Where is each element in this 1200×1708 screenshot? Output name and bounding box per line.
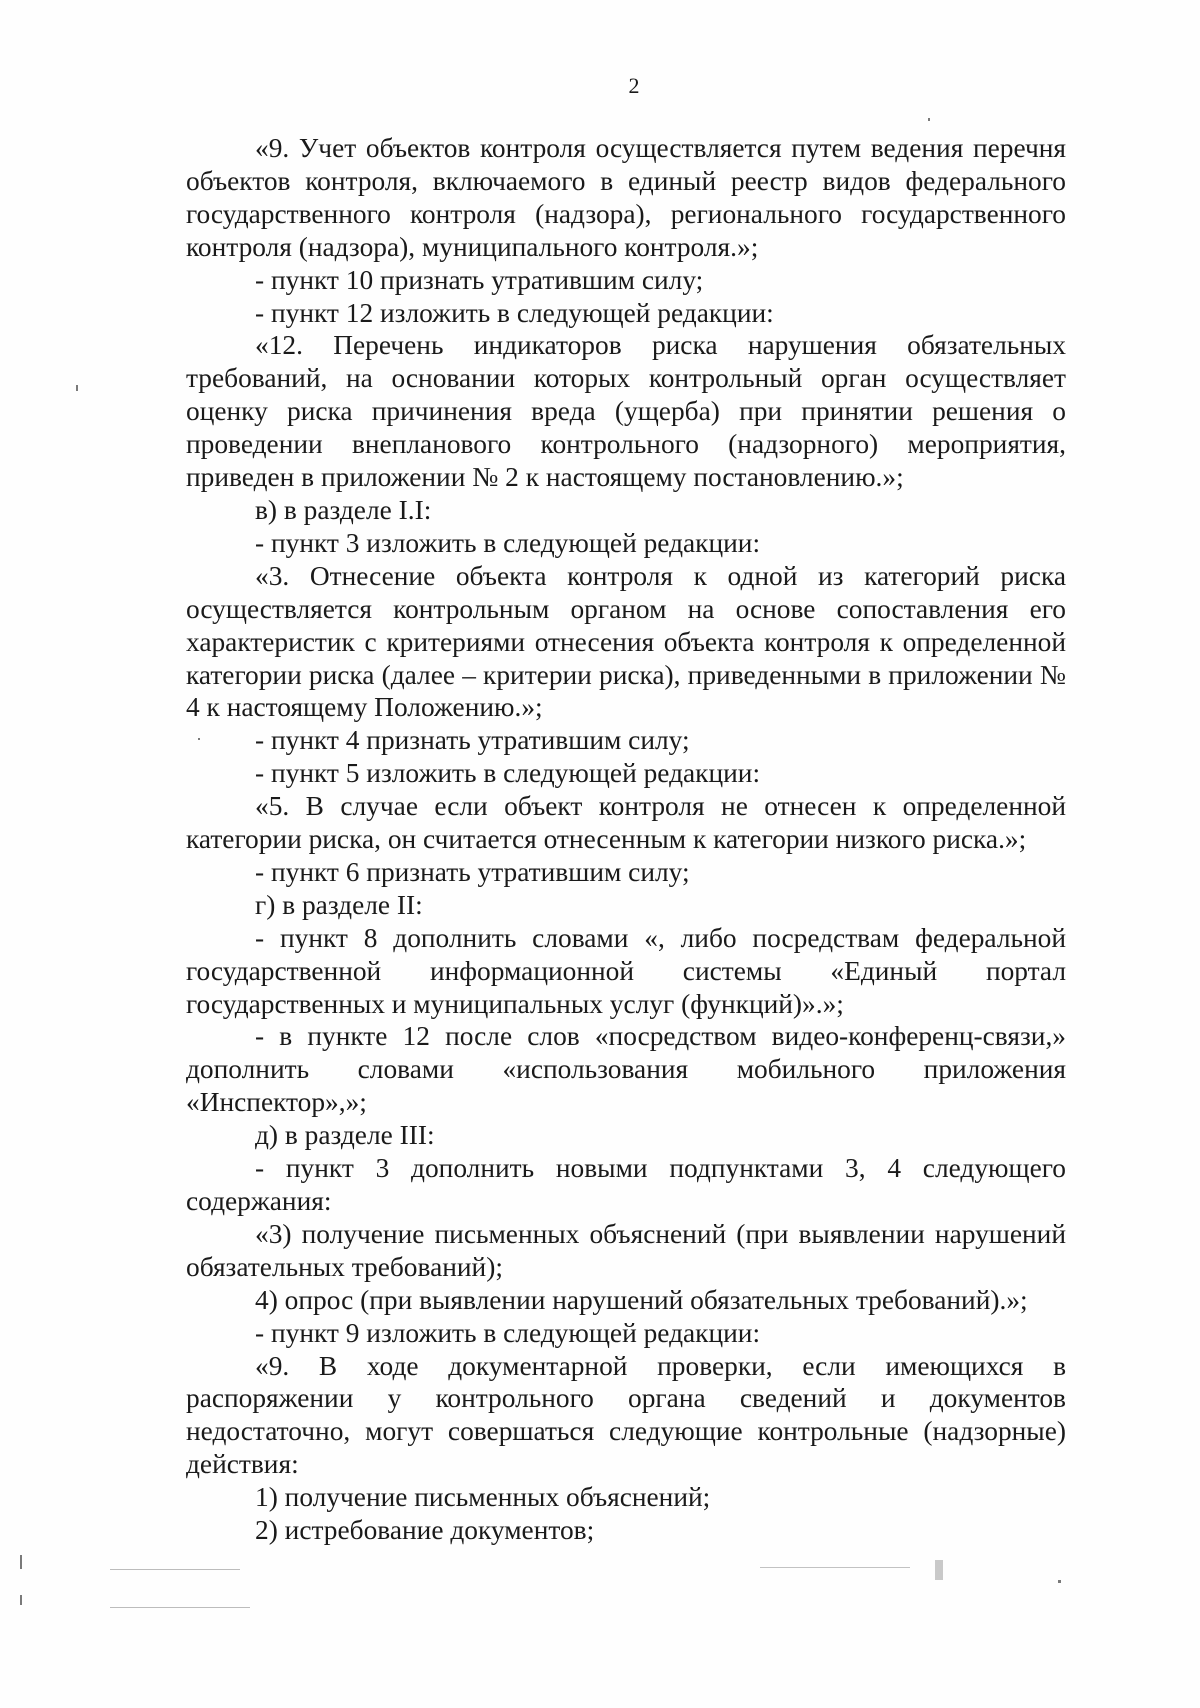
- paragraph-item8-supplement: - пункт 8 дополнить словами «, либо посредствам федеральной государственной информационной системы «Единый портал государственных и муниципальных услуг (функций)».»;: [186, 922, 1066, 1019]
- paragraph-item3-quote: «3. Отнесение объекта контроля к одной из категорий риска осуществляется контрольным органом на основе сопоставления его характеристик с критериями отнесения объекта контроля к определенной категории риска (далее – критерии риска), приведенными в приложении № 4 к настоящему Положению.»;: [186, 560, 1066, 723]
- subitem-3-quote: «3) получение письменных объяснений (при выявлении нарушений обязательных требований);: [186, 1218, 1066, 1282]
- paragraph-item10-repeal: - пункт 10 признать утратившим силу;: [255, 264, 704, 295]
- paragraph-item9-quote: «9. Учет объектов контроля осуществляется путем ведения перечня объектов контроля, включаемого в единый реестр видов федерального государственного контроля (надзора), регионального государственного контроля (надзора), муниципального контроля.»;: [186, 133, 1066, 262]
- section-g-heading: г) в разделе II:: [255, 889, 423, 920]
- paragraph-item3-supplement: - пункт 3 дополнить новыми подпунктами 3, 4 следующего содержания:: [186, 1153, 1066, 1216]
- paragraph-item9-new-quote: «9. В ходе документарной проверки, если имеющихся в распоряжении у контрольного органа сведений и документов недостаточно, могут совершаться следующие контрольные (надзорные) действия:: [186, 1350, 1066, 1480]
- scan-artifact-mark: [935, 1560, 943, 1580]
- paragraph-item12-quote: «12. Перечень индикаторов риска нарушения обязательных требований, на основании которых контрольный орган осуществляет оценку риска причинения вреда (ущерба) при принятии решения о проведении внепланового контрольного (надзорного) мероприятия, приведен в приложении № 2 к настоящему постановлению.»;: [186, 330, 1066, 493]
- paragraph-item5-amend: - пункт 5 изложить в следующей редакции:: [255, 758, 761, 789]
- scan-artifact-mark: [110, 1607, 250, 1608]
- section-v-heading: в) в разделе I.I:: [255, 494, 432, 525]
- document-body: [186, 132, 1066, 1547]
- section-d-heading: д) в разделе III:: [255, 1120, 435, 1151]
- paragraph-item6-repeal: - пункт 6 признать утратившим силу;: [255, 856, 690, 887]
- scan-artifact-mark: [928, 118, 930, 121]
- scan-artifact-mark: [110, 1569, 240, 1570]
- scan-artifact-mark: [76, 385, 78, 391]
- scan-artifact-mark: [1058, 1580, 1061, 1583]
- scan-artifact-mark: [760, 1567, 910, 1568]
- subitem-4-quote: 4) опрос (при выявлении нарушений обязательных требований).»;: [255, 1284, 1028, 1315]
- paragraph-item4-repeal: - пункт 4 признать утратившим силу;: [255, 725, 690, 756]
- paragraph-item3-amend: - пункт 3 изложить в следующей редакции:: [255, 527, 761, 558]
- scan-artifact-mark: [198, 738, 200, 740]
- page-number: 2: [628, 73, 640, 98]
- action-item-2: 2) истребование документов;: [255, 1515, 595, 1546]
- paragraph-item12-amend: - пункт 12 изложить в следующей редакции:: [255, 297, 774, 328]
- action-item-1: 1) получение письменных объяснений;: [255, 1482, 711, 1513]
- scan-artifact-mark: [20, 1595, 22, 1605]
- paragraph-item9-amend: - пункт 9 изложить в следующей редакции:: [255, 1317, 761, 1348]
- scan-artifact-mark: [20, 1555, 22, 1569]
- paragraph-item5-quote: «5. В случае если объект контроля не отнесен к определенной категории риска, он считается отнесенным к категории низкого риска.»;: [186, 791, 1066, 855]
- paragraph-item12-supplement: - в пункте 12 после слов «посредством видео-конференц-связи,» дополнить словами «использования мобильного приложения «Инспектор»,»;: [186, 1021, 1066, 1118]
